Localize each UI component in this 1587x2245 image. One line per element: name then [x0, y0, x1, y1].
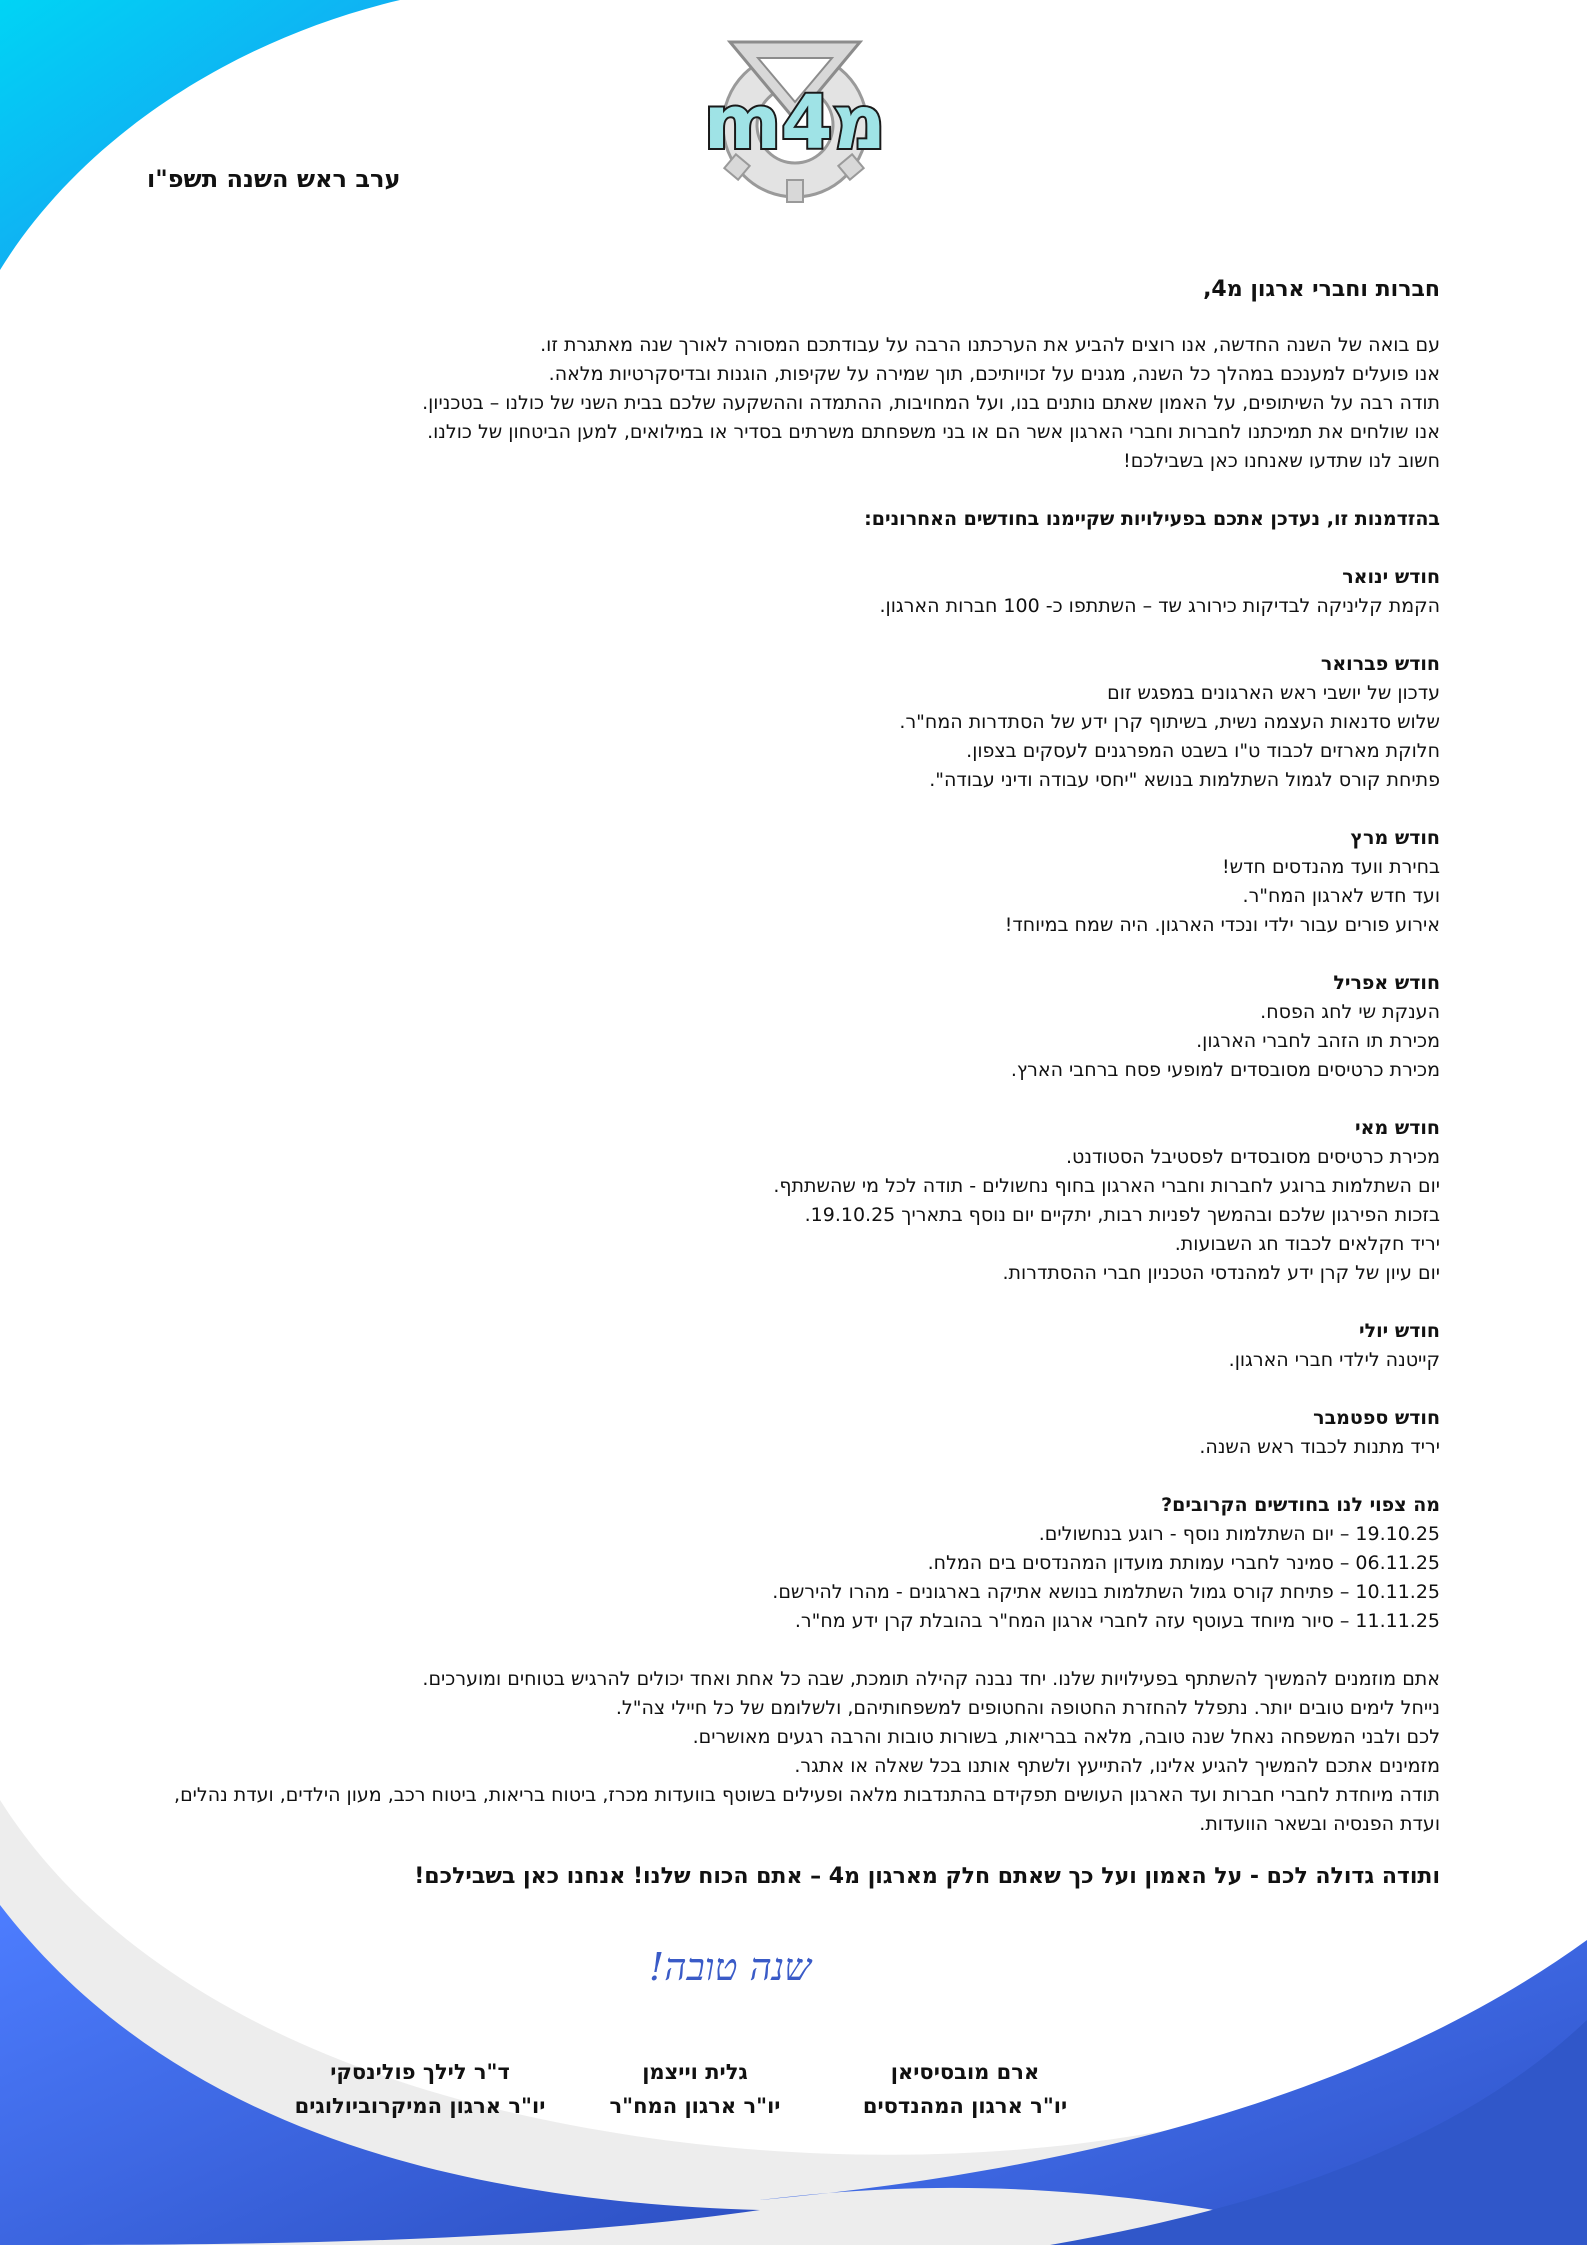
closing-line: מזמינים אתכם להמשיך להגיע אלינו, להתייעץ ולשתף אותנו בכל שאלה או אתגר. — [794, 1755, 1440, 1777]
signature-role: יו"ר ארגון המח"ר — [609, 2094, 781, 2118]
month-title: חודש פברואר — [1320, 653, 1440, 675]
closing-line: תודה מיוחדת לחברי חברות ועד הארגון העושים תפקידם בהתנדבות מלאה ופעילים בשוטף בוועדות מכרז, ביטוח בריאות, ביטוח רכב, מעון הילדים, ועדת נהלים, ועדת הפנסיה ובשאר הוועדות. — [174, 1784, 1440, 1835]
signature-name: גלית וייצמן — [642, 2060, 748, 2084]
upcoming-events — [145, 1491, 1440, 1636]
upcoming-title: מה צפוי לנו בחודשים הקרובים? — [1161, 1494, 1440, 1516]
upcoming-item: 11.11.25 – סיור מיוחד בעוטף עזה לחברי ארגון המח"ר בהובלת קרן ידע מח"ר. — [794, 1610, 1440, 1632]
month-september — [145, 1404, 1440, 1462]
intro-paragraph — [145, 331, 1440, 476]
month-march — [145, 824, 1440, 940]
month-item: יום עיון של קרן ידע למהנדסי הטכניון חברי ההסתדרות. — [1002, 1262, 1440, 1284]
month-item: מכירת כרטיסים מסובסדים לפסטיבל הסטודנט. — [1066, 1146, 1440, 1168]
month-item: אירוע פורים עבור ילדי ונכדי הארגון. היה שמח במיוחד! — [1004, 914, 1440, 936]
month-item: ועד חדש לארגון המח"ר. — [1242, 885, 1440, 907]
month-item: מכירת כרטיסים מסובסדים למופעי פסח ברחבי הארץ. — [1010, 1059, 1440, 1081]
upcoming-item: 19.10.25 – יום השתלמות נוסף - רוגע בנחשולים. — [1038, 1523, 1440, 1545]
month-item: הקמת קליניקה לבדיקות כירורג שד – השתתפו כ- 100 חברות הארגון. — [879, 595, 1440, 617]
month-title: חודש יולי — [1359, 1320, 1440, 1342]
month-item: בזכות הפירגון שלכם ובהמשך לפניות רבות, יתקיים יום נוסף בתאריך 19.10.25. — [804, 1204, 1440, 1226]
month-item: חלוקת מארזים לכבוד ט"ו בשבט המפרגנים לעסקים בצפון. — [966, 740, 1440, 762]
closing-line: נייחל לימים טובים יותר. נתפלל להחזרת החטופה והחטופים למשפחותיהם, ולשלומם של כל חיילי צה"ל. — [615, 1697, 1440, 1719]
month-item: עדכון של יושבי ראש הארגונים במפגש זום — [1107, 682, 1440, 704]
month-title: חודש מרץ — [1350, 827, 1440, 849]
closing-paragraph — [145, 1665, 1440, 1839]
month-item: הענקת שי לחג הפסח. — [1260, 1001, 1440, 1023]
month-title: חודש מאי — [1355, 1117, 1440, 1139]
month-title: חודש ינואר — [1342, 566, 1440, 588]
signature-name: ד"ר לילך פולינסקי — [330, 2060, 510, 2084]
signature-microbiologists — [280, 2055, 560, 2123]
signature-role: יו"ר ארגון המהנדסים — [862, 2094, 1068, 2118]
month-item: יום השתלמות ברוגע לחברות וחברי הארגון בחוף נחשולים - תודה לכל מי שהשתתף. — [773, 1175, 1440, 1197]
month-item: בחירת וועד מהנדסים חדש! — [1222, 856, 1440, 878]
signatures — [280, 2055, 1100, 2135]
month-january — [145, 563, 1440, 621]
date-line: ערב ראש השנה תשפ"ו — [147, 165, 401, 193]
signature-engineers — [830, 2055, 1100, 2123]
signature-name: ארם מובסיסיאן — [890, 2060, 1040, 2084]
month-title: חודש ספטמבר — [1313, 1407, 1440, 1429]
signature-machar — [580, 2055, 810, 2123]
intro-line: תודה רבה על השיתופים, על האמון שאתם נותנים בנו, ועל המחויבות, ההתמדה וההשקעה שלכם בבית השני של כולנו – בטכניון. — [422, 392, 1440, 414]
intro-line: עם בואה של השנה החדשה, אנו רוצים להביע את הערכתנו הרבה על עבודתכם המסורה לאורך שנה מאתגרת זו. — [540, 334, 1440, 356]
month-item: קייטנה לילדי חברי הארגון. — [1228, 1349, 1440, 1371]
m4-logo — [670, 30, 920, 210]
intro-line: אנו שולחים את תמיכתנו לחברות וחברי הארגון אשר הם או בני משפחתם משרתים בסדיר או במילואים, למען הביטחון של כולנו. — [427, 421, 1440, 443]
month-february — [145, 650, 1440, 795]
top-left-swoosh — [0, 0, 400, 270]
upcoming-item: 10.11.25 – פתיחת קורס גמול השתלמות בנושא אתיקה בארגונים - מהרו להירשם. — [772, 1581, 1440, 1603]
month-april — [145, 969, 1440, 1085]
thanks-line: ותודה גדולה לכם - על האמון ועל כך שאתם חלק מארגון מ4 – אתם הכוח שלנו! אנחנו כאן בשבילכם! — [414, 1864, 1440, 1889]
month-may — [145, 1114, 1440, 1288]
closing-line: לכם ולבני המשפחה נאחל שנה טובה, מלאה בבריאות, בשורות טובות והרבה רגעים מאושרים. — [692, 1726, 1440, 1748]
month-july — [145, 1317, 1440, 1375]
month-item: פתיחת קורס לגמול השתלמות בנושא "יחסי עבודה ודיני עבודה". — [929, 769, 1440, 791]
month-title: חודש אפריל — [1333, 972, 1440, 994]
signature-role: יו"ר ארגון המיקרוביולוגים — [294, 2094, 546, 2118]
upcoming-item: 06.11.25 – סמינר לחברי עמותת מועדון המהנדסים בים המלח. — [927, 1552, 1440, 1574]
month-item: שלוש סדנאות העצמה נשית, בשיתוף קרן ידע של הסתדרות המח"ר. — [899, 711, 1440, 733]
month-item: מכירת תו הזהב לחברי הארגון. — [1196, 1030, 1440, 1052]
greeting: חברות וחברי ארגון מ4, — [1203, 277, 1440, 302]
intro-line: אנו פועלים למענכם במהלך כל השנה, מגנים על זכויותיכם, תוך שמירה על שקיפות, הוגנות ובדיסקרטיות מלאה. — [548, 363, 1440, 385]
month-item: יריד חקלאים לכבוד חג השבועות. — [1174, 1233, 1440, 1255]
letter-body — [145, 275, 1440, 1892]
logo-text: m4מ — [703, 80, 887, 166]
month-item: יריד מתנות לכבוד ראש השנה. — [1199, 1436, 1440, 1458]
intro-line: חשוב לנו שתדעו שאנחנו כאן בשבילכם! — [1123, 450, 1440, 472]
activities-intro: בהזדמנות זו, נעדכן אתכם בפעילויות שקיימנו בחודשים האחרונים: — [864, 508, 1440, 530]
shana-tova-greeting: שנה טובה! — [648, 1945, 812, 1989]
closing-line: אתם מוזמנים להמשיך להשתתף בפעילויות שלנו. יחד נבנה קהילה תומכת, שבה כל אחת ואחד יכולים להרגיש בטוחים ומוערכים. — [422, 1668, 1440, 1690]
